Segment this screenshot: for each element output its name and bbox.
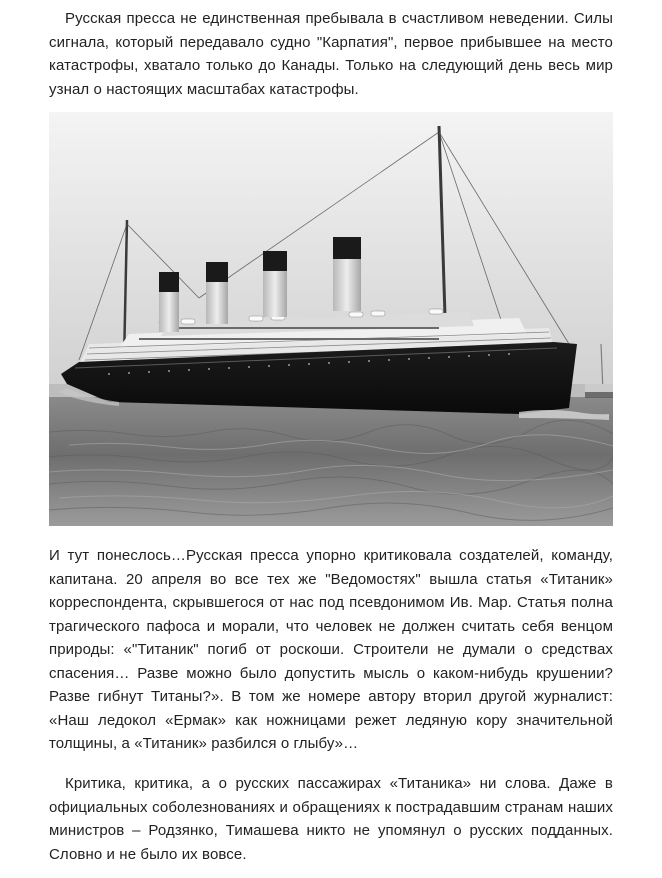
paragraph-russian-passengers: Критика, критика, а о русских пассажирах «Титаника» ни слова. Даже в официальных соболезнованиях и обращениях к пострадавшим странам наших министров – Родзянко, Тимашева никто не упомянул о русских подданных. Словно и не было их вовсе.: [49, 775, 613, 863]
paragraph-intro: Русская пресса не единственная пребывала в счастливом неведении. Силы сигнала, который передавало судно "Карпатия", первое прибывшее на место катастрофы, хватало только до Канады. Только на следующий день весь мир узнал о настоящих масштабах катастрофы.: [49, 10, 613, 98]
titanic-photo: [49, 112, 613, 526]
paragraph-press-criticism: И тут понеслось…Русская пресса упорно критиковала создателей, команду, капитана. 20 апреля во все тех же "Ведомостях" вышла статья «Титаник» корреспондента, скрывшегося от нас под псевдонимом Ив. Мар. Статья полна трагического пафоса и морали, что человек не должен считать себя венцом природы: «"Титаник" погиб от роскоши. Строители не думали о средствах спасения… Разве можно было допустить мысль о каком-нибудь крушении? Разве гибнут Титаны?». В том же номере автору вторил другой журналист: «Наш ледокол «Ермак» как ножницами режет ледяную кору значительной толщины, а «Титаник» разбился о глыбу»…: [49, 547, 613, 752]
titanic-photo-drawing: [49, 112, 613, 526]
